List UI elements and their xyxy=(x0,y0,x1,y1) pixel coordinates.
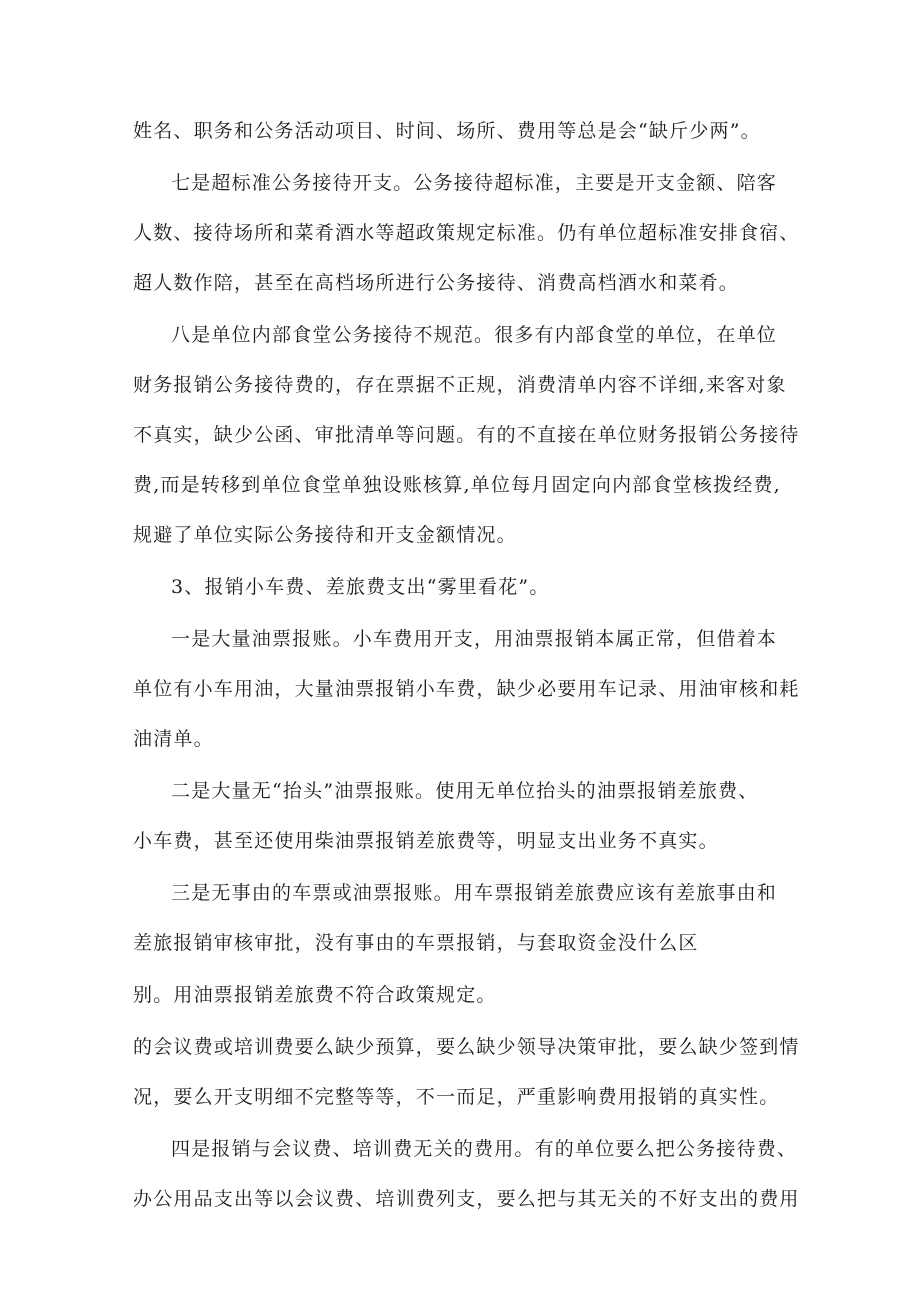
text-line-8: 费,而是转移到单位食堂单独设账核算,单位每月固定向内部食堂核拨经费, xyxy=(133,474,781,496)
text-line-20: 况，要么开支明细不完整等等，不一而足，严重影响费用报销的真实性。 xyxy=(133,1086,780,1108)
text-line-2: 七是超标准公务接待开支。公务接待超标准，主要是开支金额、陪客 xyxy=(171,172,778,194)
text-line-7: 不真实，缺少公函、审批清单等问题。有的不直接在单位财务报销公务接待 xyxy=(133,424,800,446)
text-line-6: 财务报销公务接待费的，存在票据不正规，消费清单内容不详细,来客对象 xyxy=(133,374,787,396)
text-line-19: 的会议费或培训费要么缺少预算，要么缺少领导决策审批，要么缺少签到情 xyxy=(133,1036,800,1058)
text-line-10: 3、报销小车费、差旅费支出“雾里看花”。 xyxy=(171,576,550,598)
text-line-11: 一是大量油票报账。小车费用开支，用油票报销本属正常，但借着本 xyxy=(171,628,778,650)
text-line-3: 人数、接待场所和菜肴酒水等超政策规定标准。仍有单位超标准安排食宿、 xyxy=(133,222,800,244)
text-line-14: 二是大量无“抬头”油票报账。使用无单位抬头的油票报销差旅费、 xyxy=(171,780,759,802)
text-line-16: 三是无事由的车票或油票报账。用车票报销差旅费应该有差旅事由和 xyxy=(171,882,778,904)
text-line-9: 规避了单位实际公务接待和开支金额情况。 xyxy=(133,524,517,546)
text-line-4: 超人数作陪，甚至在高档场所进行公务接待、消费高档酒水和菜肴。 xyxy=(133,272,740,294)
text-line-12: 单位有小车用油，大量油票报销小车费，缺少必要用车记录、用油审核和耗 xyxy=(133,678,800,700)
text-line-13: 油清单。 xyxy=(133,728,214,750)
text-line-17: 差旅报销审核审批，没有事由的车票报销，与套取资金没什么区 xyxy=(133,932,699,954)
text-line-15: 小车费，甚至还使用柴油票报销差旅费等，明显支出业务不真实。 xyxy=(133,830,719,852)
text-line-1: 姓名、职务和公务活动项目、时间、场所、费用等总是会“缺斤少两”。 xyxy=(133,120,761,142)
text-line-21: 四是报销与会议费、培训费无关的费用。有的单位要么把公务接待费、 xyxy=(171,1138,798,1160)
text-line-18: 别。用油票报销差旅费不符合政策规定。 xyxy=(133,984,497,1006)
text-line-22: 办公用品支出等以会议费、培训费列支，要么把与其无关的不好支出的费用 xyxy=(133,1188,800,1210)
text-line-5: 八是单位内部食堂公务接待不规范。很多有内部食堂的单位，在单位 xyxy=(171,324,778,346)
